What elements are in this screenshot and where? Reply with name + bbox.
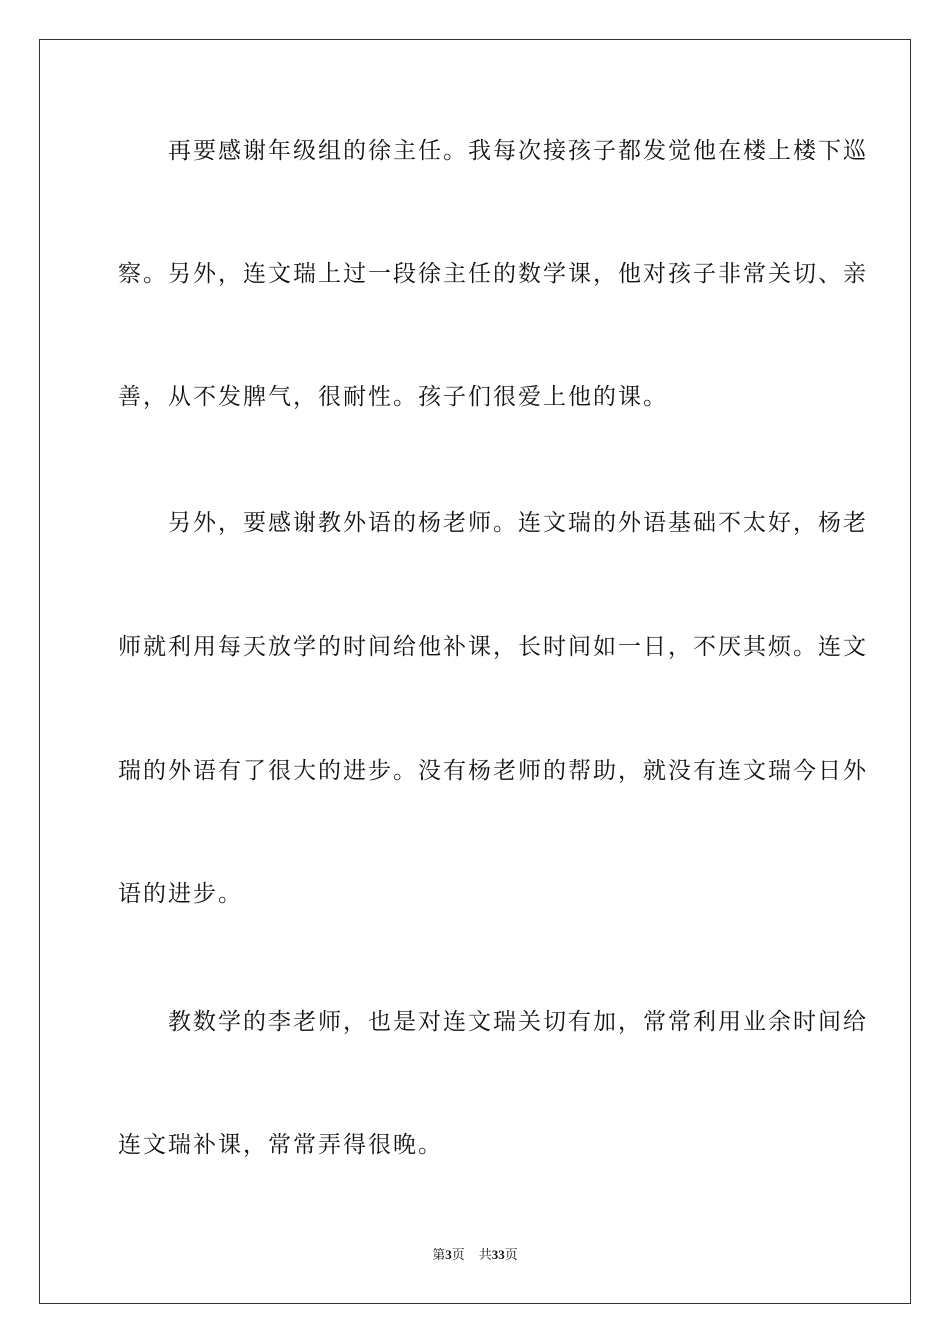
total-pages: 33 (491, 1247, 505, 1262)
paragraph-1-line-3: 善，从不发脾气，很耐性。孩子们很爱上他的课。 (118, 384, 668, 410)
total-prefix: 共 (478, 1248, 492, 1263)
paragraph-2-line-1: 另外，要感谢教外语的杨老师。连文瑞的外语基础不太好，杨老 (118, 510, 868, 536)
page-border (39, 39, 911, 1304)
total-suffix: 页 (504, 1248, 518, 1263)
paragraph-3-line-1: 教数学的李老师，也是对连文瑞关切有加，常常利用业余时间给 (118, 1009, 868, 1035)
paragraph-2-line-2: 师就利用每天放学的时间给他补课，长时间如一日，不厌其烦。连文 (118, 634, 868, 660)
paragraph-1-line-1: 再要感谢年级组的徐主任。我每次接孩子都发觉他在楼上楼下巡 (118, 138, 868, 164)
paragraph-2-line-4: 语的进步。 (118, 881, 243, 907)
paragraph-2-line-3: 瑞的外语有了很大的进步。没有杨老师的帮助，就没有连文瑞今日外 (118, 758, 868, 784)
page-number: 3 (445, 1247, 452, 1262)
page-footer (0, 1246, 950, 1265)
paragraph-1-line-2: 察。另外，连文瑞上过一段徐主任的数学课，他对孩子非常关切、亲 (118, 261, 868, 287)
page-prefix: 第 (432, 1248, 446, 1263)
paragraph-3-line-2: 连文瑞补课，常常弄得很晚。 (118, 1132, 443, 1158)
page-suffix: 页 (451, 1248, 465, 1263)
